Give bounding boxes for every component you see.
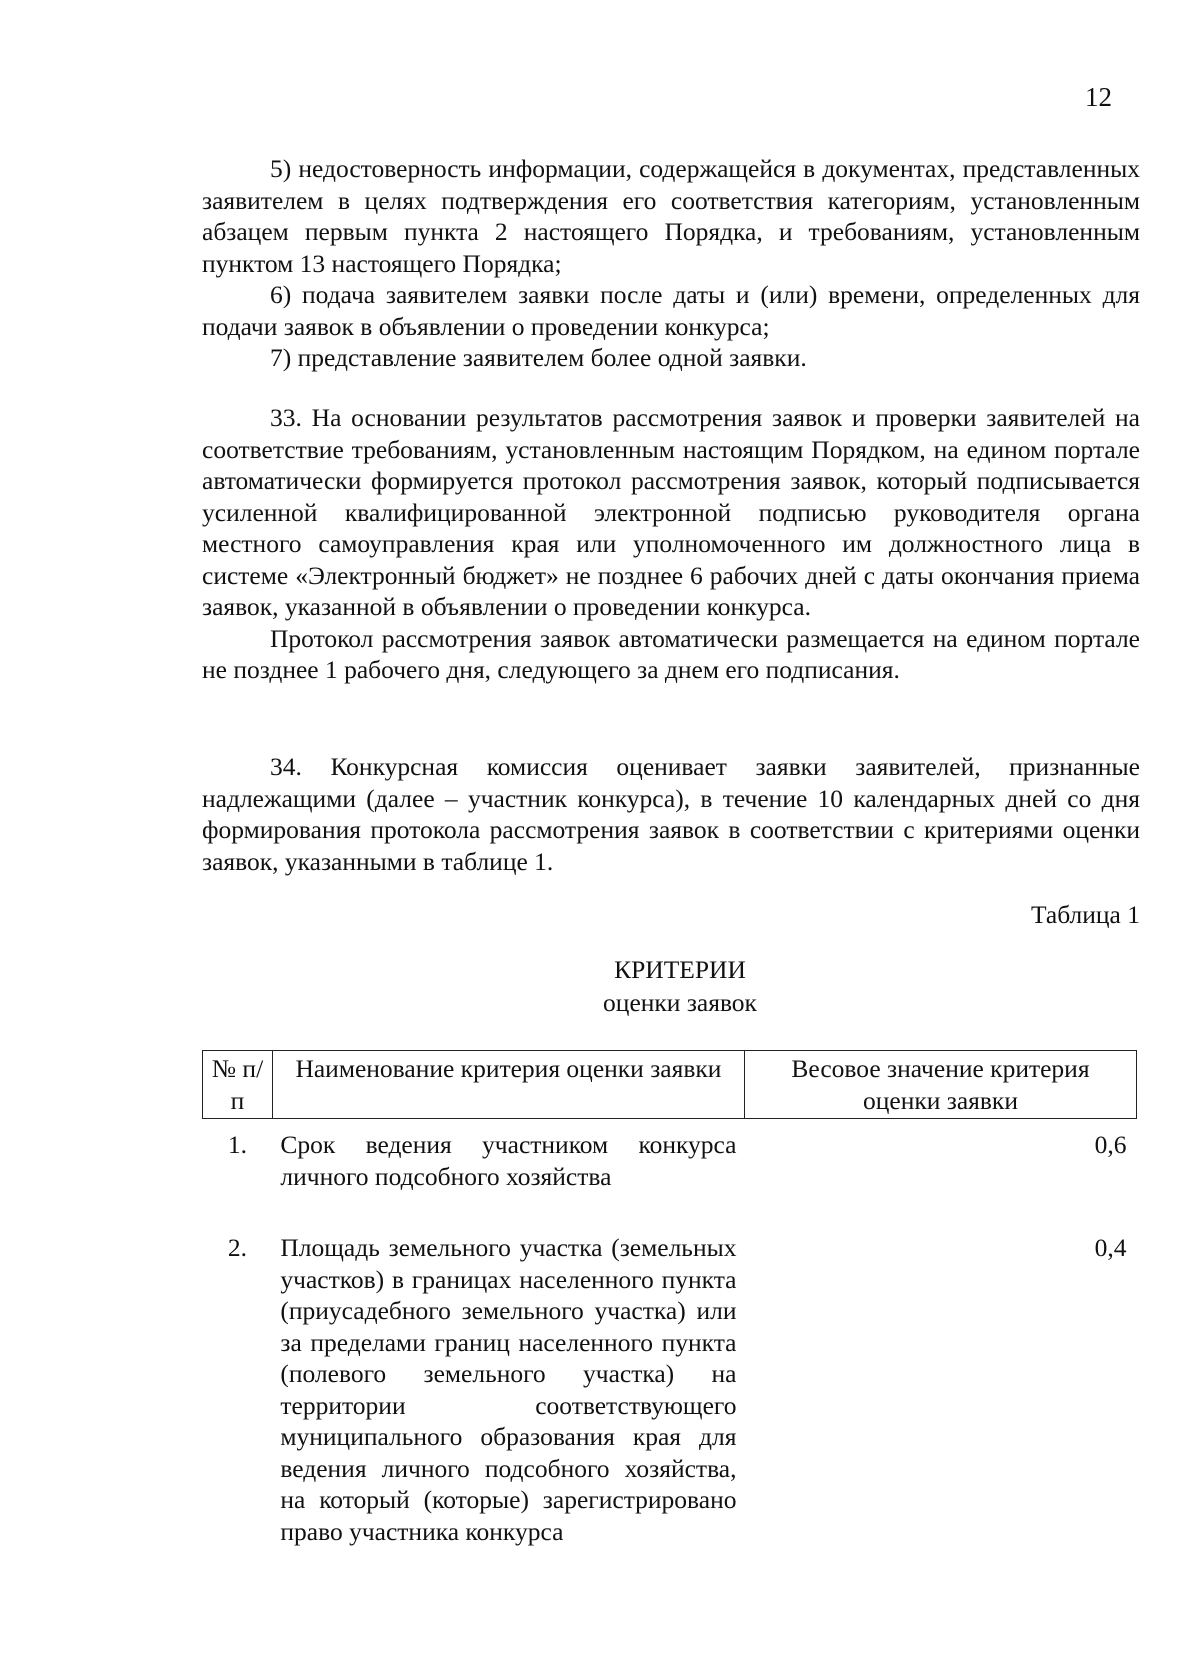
header-num: № п/п xyxy=(203,1051,273,1119)
paragraph-33: 33. На основании результатов рассмотрения заявок и проверки заявителей на соответствие требованиям, установленным настоящим Порядком, на едином портале автоматически формируется протокол рассмотрения заявок, который подписывается усиленной квалифицированной электронной подписью руководителя органа местного самоуправления края или уполномоченного им должностного лица в системе «Электронный бюджет» не позднее 6 рабочих дней с даты окончания приема заявок, указанной в объявлении о проведении конкурса. xyxy=(202,403,1140,621)
criteria-table xyxy=(202,1050,1137,1547)
row-weight: 0,6 xyxy=(1094,1130,1127,1159)
table-title: КРИТЕРИИ xyxy=(614,955,746,984)
page-number: 12 xyxy=(1085,82,1112,112)
header-name: Наименование критерия оценки заявки xyxy=(272,1051,744,1119)
paragraph-group-34 xyxy=(202,751,1140,877)
table-header-row xyxy=(203,1051,1137,1119)
row-criterion-name: Площадь земельного участка (земельных участков) в границах населенного пункта (приусадебного земельного участка) или за пределами границ населенного пункта (полевого земельного участка) на территории соответствующего муниципального образования края для ведения личного подсобного хозяйства, на который (которые) зарегистрировано право участника конкурса xyxy=(280,1233,737,1546)
header-weight: Весовое значение критерия оценки заявки xyxy=(744,1051,1136,1119)
table-row xyxy=(203,1119,1137,1223)
row-num: 1. xyxy=(227,1130,247,1159)
row-num: 2. xyxy=(227,1233,247,1262)
paragraph-item-5: 5) недостоверность информации, содержащейся в документах, представленных заявителем в целях подтверждения его соответствия категориям, установленным абзацем первым пункта 2 настоящего Порядка, и требованиям, установленным пунктом 13 настоящего Порядка; xyxy=(202,154,1140,278)
paragraph-group-grounds xyxy=(202,153,1140,374)
table-row xyxy=(203,1222,1137,1547)
paragraph-item-6: 6) подача заявителем заявки после даты и (или) времени, определенных для подачи заявок в объявлении о проведении конкурса; xyxy=(202,280,1140,341)
row-criterion-name: Срок ведения участником конкурса личного подсобного хозяйства xyxy=(280,1130,737,1191)
row-weight: 0,4 xyxy=(1094,1233,1127,1262)
paragraph-item-7: 7) представление заявителем более одной заявки. xyxy=(270,343,807,372)
paragraph-34: 34. Конкурсная комиссия оценивает заявки заявителей, признанные надлежащими (далее – участник конкурса), в течение 10 календарных дней со дня формирования протокола рассмотрения заявок в соответствии с критериями оценки заявок, указанными в таблице 1. xyxy=(202,752,1140,876)
table-subtitle: оценки заявок xyxy=(603,988,757,1017)
table-caption: Таблица 1 xyxy=(1030,900,1140,929)
paragraph-group-33 xyxy=(202,402,1140,686)
paragraph-protocol: Протокол рассмотрения заявок автоматически размещается на едином портале не позднее 1 рабочего дня, следующего за днем его подписания. xyxy=(202,623,1140,684)
